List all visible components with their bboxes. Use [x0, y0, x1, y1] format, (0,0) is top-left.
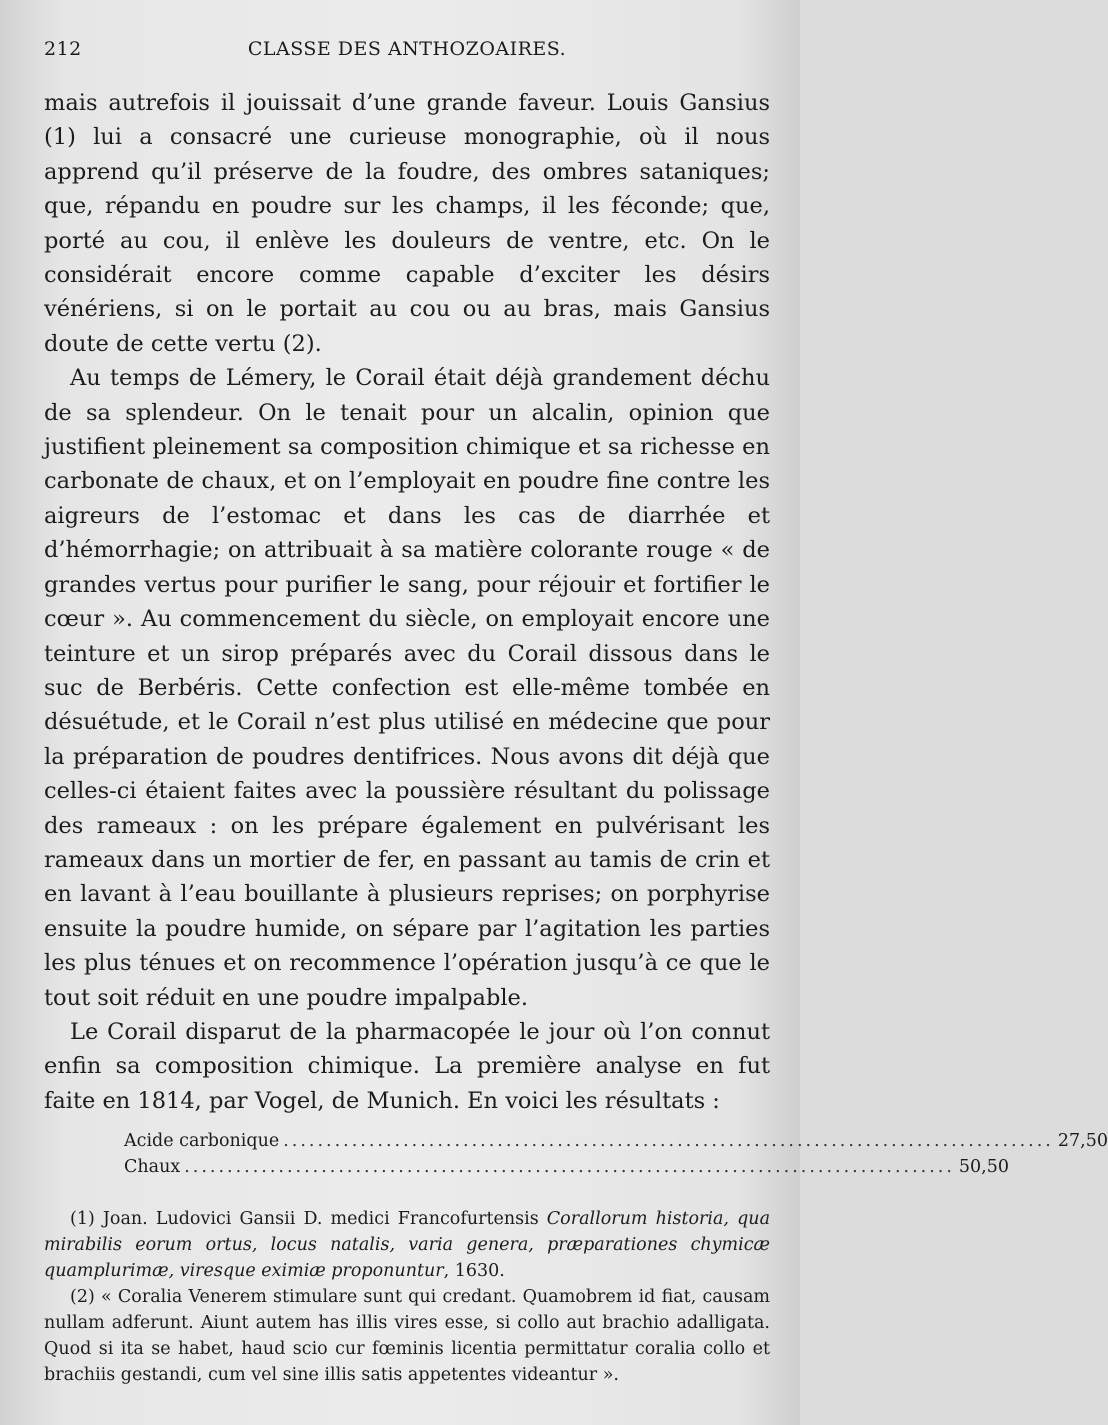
leader-dots: ..........................................................................................	[283, 1131, 1054, 1152]
running-title: CLASSE DES ANTHOZOAIRES.	[247, 38, 567, 60]
footnotes	[44, 1206, 770, 1388]
analysis-value: 50,50	[958, 1157, 1009, 1178]
analysis-label: Chaux	[124, 1157, 181, 1178]
analysis-label: Acide carbonique	[124, 1131, 280, 1152]
book-title: Corallorum historia, qua mirabilis eorum ortus, locus natalis, varia genera, præparationes chymicæ quamplurimæ, viresque eximiæ proponuntur	[44, 1209, 770, 1282]
footnote-2: (2) « Coralia Venerem stimulare sunt qui credant. Quamobrem id fiat, causam nullam adferunt. Aiunt autem has illis vires esse, si collo aut brachio adalligata. Quod si ita se habet, haud scio cur fœminis licentia permittatur coralia collo et brachiis gestandi, cum vel sine illis satis appetentes videantur ».	[44, 1287, 770, 1386]
analysis-row	[124, 1154, 1009, 1180]
leader-dots: ..........................................................................................	[184, 1157, 955, 1178]
paragraph-continuation: mais autrefois il jouissait d’une grande faveur. Louis Gansius (1) lui a consacré une curieuse monographie, où il nous apprend qu’il préserve de la foudre, des ombres sataniques; que, répandu en poudre sur les champs, il les féconde; que, porté au cou, il enlève les douleurs de ventre, etc. On le considérait encore comme capable d’exciter les désirs vénériens, si on le portait au cou ou au bras, mais Gansius doute de cette vertu (2).	[44, 90, 770, 357]
footnote-1: (1) Joan. Ludovici Gansii D. medici Francofurtensis Corallorum historia, qua mirabilis eorum ortus, locus natalis, varia genera, præparationes chymicæ quamplurimæ, viresque eximiæ proponuntur, 1630.	[44, 1209, 770, 1282]
analysis-row	[124, 1128, 1108, 1154]
analysis-value: 27,50	[1057, 1131, 1108, 1152]
body-text	[44, 86, 770, 1118]
analysis-table	[124, 1128, 1108, 1180]
paragraph-pharmacopee: Le Corail disparut de la pharmacopée le jour où l’on connut enfin sa composition chimique. La première analyse en fut faite en 1814, par Vogel, de Munich. En voici les résultats :	[44, 1018, 770, 1114]
page-number: 212	[44, 38, 82, 60]
paragraph-lemery: Au temps de Lémery, le Corail était déjà grandement déchu de sa splendeur. On le tenait pour un alcalin, opinion que justifient pleinement sa composition chimique et sa richesse en carbonate de chaux, et on l’employait en poudre fine contre les aigreurs de l’estomac et dans les cas de diarrhée et d’hémorrhagie; on attribuait à sa matière colorante rouge « de grandes vertus pour purifier le sang, pour réjouir et fortifier le cœur ». Au commencement du siècle, on employait encore une teinture et un sirop préparés avec du Corail dissous dans le suc de Berbéris. Cette confection est elle-même tombée en désuétude, et le Corail n’est plus utilisé en médecine que pour la préparation de poudres dentifrices. Nous avons dit déjà que celles-ci étaient faites avec la poussière résultant du polissage des rameaux : on les prépare également en pulvérisant les rameaux dans un mortier de fer, en passant au tamis de crin et en lavant à l’eau bouillante à plusieurs reprises; on porphyrise ensuite la poudre humide, on sépare par l’agitation les parties les plus ténues et on recommence l’opération jusqu’à ce que le tout soit réduit en une poudre impalpable.	[44, 365, 770, 1011]
page-header	[44, 34, 770, 86]
